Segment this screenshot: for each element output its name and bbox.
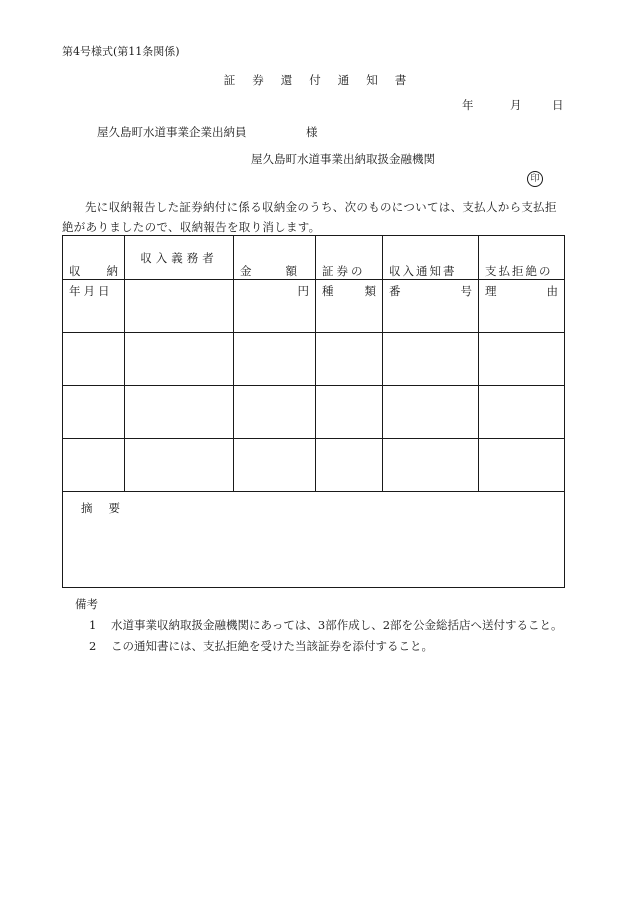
header-notice-number-b: 号 — [460, 283, 472, 298]
table-cell[interactable] — [63, 333, 125, 386]
table-cell[interactable] — [316, 333, 383, 386]
header-receipt-date-ymd: 年月日 — [69, 283, 113, 298]
note-text: 水道事業収納取扱金融機関にあっては、3部作成し、2部を公金総括店へ送付すること。 — [111, 618, 563, 632]
body-text: 先に収納報告した証券納付に係る収納金のうち、次のものについては、支払人から支払拒絶がありましたので、収納報告を取り消します。 — [62, 200, 557, 234]
notes-title: 備考 — [75, 597, 98, 611]
header-notice-number-a: 番 — [389, 283, 401, 298]
table-cell[interactable] — [316, 386, 383, 439]
header-amount-a: 金 — [240, 263, 252, 278]
return-table — [62, 235, 565, 588]
table-cell[interactable] — [234, 439, 316, 492]
table-cell[interactable] — [383, 333, 479, 386]
note-text: この通知書には、支払拒絶を受けた当該証券を添付すること。 — [111, 639, 433, 653]
memo-row — [63, 492, 565, 588]
table-cell[interactable] — [479, 333, 565, 386]
header-refusal-reason — [479, 236, 565, 298]
header-amount-b: 額 — [285, 263, 297, 278]
memo-label: 摘要 — [81, 501, 136, 515]
header-security-type — [316, 236, 383, 298]
sender-name: 屋久島町水道事業出納取扱金融機関 — [251, 152, 435, 166]
header-receipt-date-b: 納 — [106, 263, 118, 278]
recipient-honorific: 様 — [306, 125, 318, 139]
table-cell[interactable] — [316, 439, 383, 492]
header-receipt-date — [63, 236, 125, 298]
table-row — [63, 386, 565, 439]
note-item — [89, 638, 433, 654]
table-cell[interactable] — [479, 386, 565, 439]
date-day-label: 日 — [552, 98, 564, 112]
table-cell[interactable] — [234, 386, 316, 439]
header-notice-number-l1: 収入通知書 — [389, 263, 457, 278]
table-cell[interactable] — [125, 386, 234, 439]
table-cell[interactable] — [383, 386, 479, 439]
table-cell[interactable] — [383, 439, 479, 492]
form-number: 第4号様式(第11条関係) — [62, 45, 180, 58]
header-payer: 収入義務者 — [125, 236, 234, 280]
table-cell[interactable] — [63, 439, 125, 492]
table-cell[interactable] — [234, 333, 316, 386]
memo-cell[interactable] — [63, 492, 565, 588]
table-cell[interactable] — [63, 386, 125, 439]
document-title: 証券還付通知書 — [223, 73, 424, 87]
header-amount — [234, 236, 316, 298]
header-amount-unit: 円 — [297, 283, 309, 298]
table-cell[interactable] — [125, 280, 234, 333]
table-cell[interactable] — [125, 439, 234, 492]
date-row — [462, 97, 564, 113]
recipient-name: 屋久島町水道事業企業出納員 — [97, 125, 247, 139]
header-security-type-b: 類 — [364, 283, 376, 298]
table-header-row — [63, 236, 565, 280]
header-receipt-date-a: 収 — [69, 263, 81, 278]
header-security-type-a: 種 — [322, 283, 334, 298]
note-item — [89, 617, 563, 633]
recipient — [97, 124, 318, 140]
table-cell[interactable] — [125, 333, 234, 386]
table-cell[interactable] — [479, 439, 565, 492]
note-number: 2 — [89, 639, 97, 653]
date-year-label: 年 — [462, 98, 474, 112]
table-row — [63, 439, 565, 492]
seal-mark: 印 — [527, 171, 543, 187]
header-refusal-reason-l1: 支払拒絶の — [485, 263, 553, 278]
header-refusal-reason-b: 由 — [546, 283, 558, 298]
header-security-type-l1: 証券の — [322, 263, 366, 278]
table-row — [63, 333, 565, 386]
header-notice-number — [383, 236, 479, 298]
date-month-label: 月 — [510, 98, 522, 112]
header-refusal-reason-a: 理 — [485, 283, 497, 298]
note-number: 1 — [89, 618, 97, 632]
